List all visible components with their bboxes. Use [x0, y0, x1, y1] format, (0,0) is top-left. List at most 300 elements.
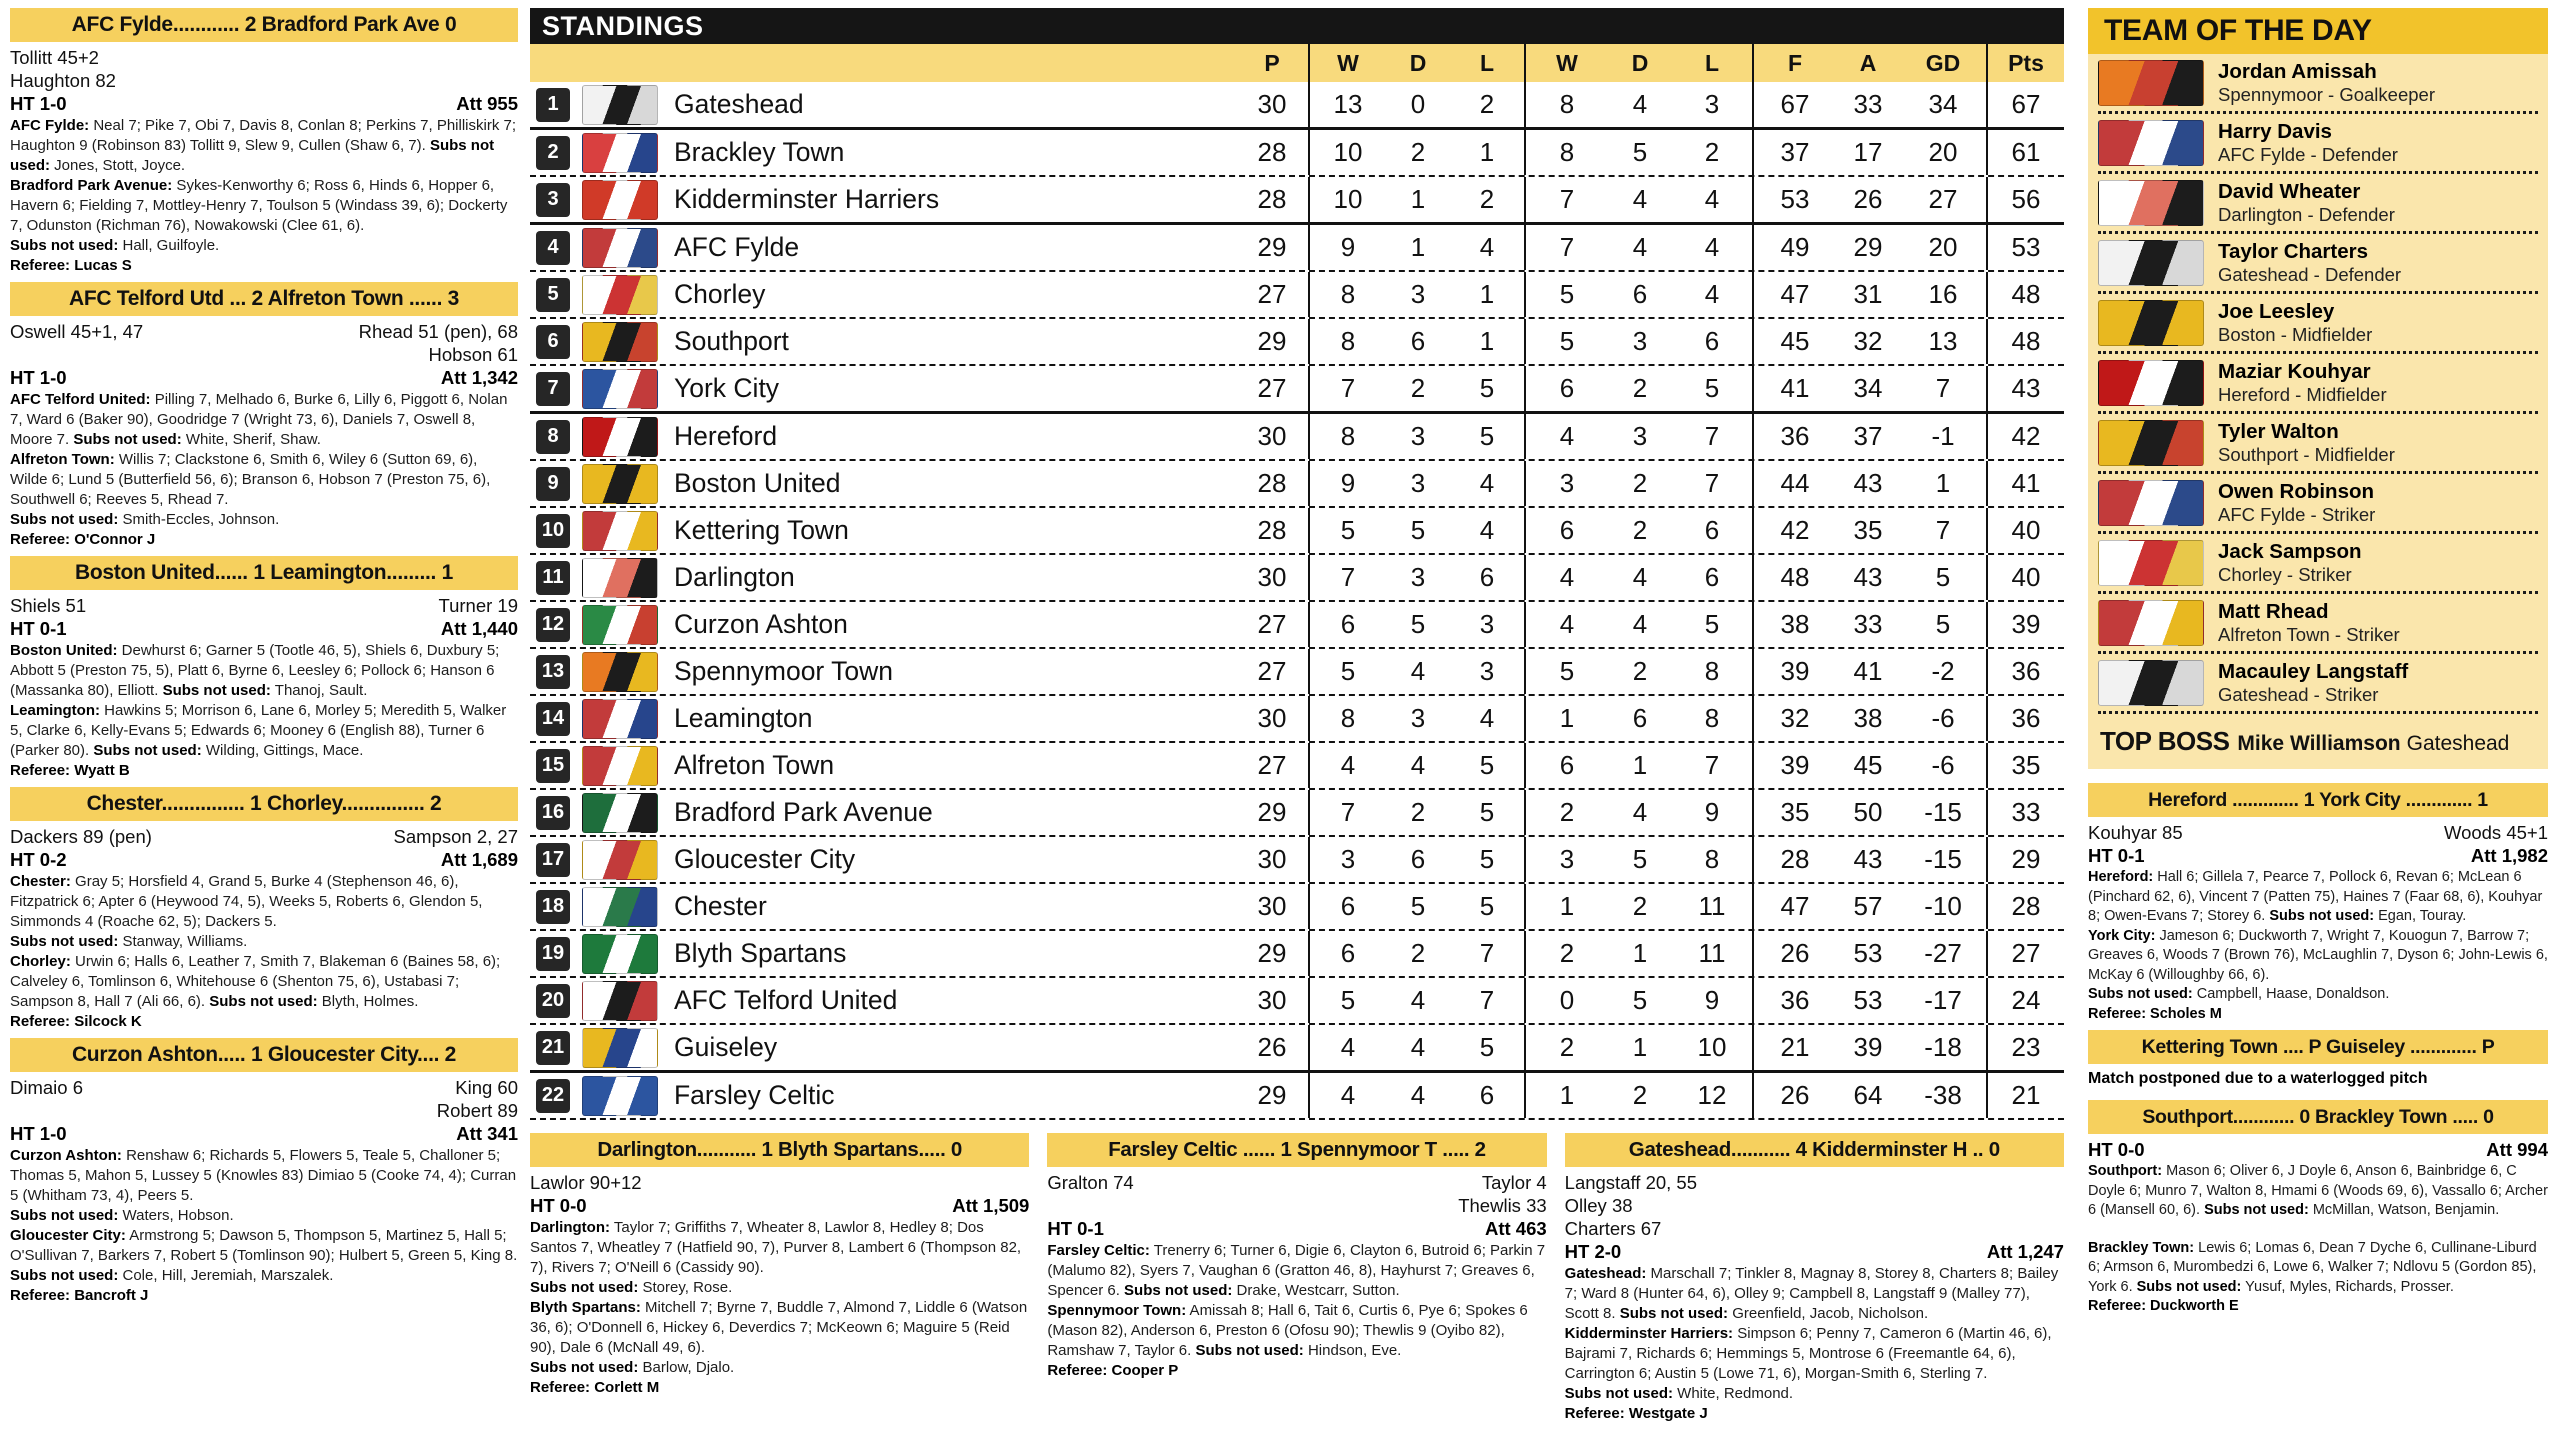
stat-away-lost: 11: [1698, 891, 1726, 921]
scorer: Hobson 61: [428, 344, 518, 365]
standings-row: [530, 602, 2064, 649]
away-scorers: [1458, 1171, 1546, 1217]
halftime-score: HT 1-0: [10, 1123, 67, 1144]
lineups: [530, 1218, 1029, 1398]
crest-cell: [576, 649, 664, 694]
stat-goals-for: 45: [1752, 319, 1836, 364]
lineup-paragraph: [10, 1146, 518, 1206]
stat-home-lost: 1: [1479, 326, 1495, 356]
stat-goal-difference: -6: [1931, 703, 1955, 733]
lineup-paragraph: [10, 641, 518, 701]
team-name: Chester: [674, 891, 767, 921]
stat-goal-difference: 27: [1928, 184, 1958, 214]
lineup-text: Urwin 6; Halls 6, Leather 7, Smith 7, Blakeman 6 (Baines 58, 6); Calveley 6, Tomlinson 6, Whitehouse 6 (Shenton 75, 6), Ustabasi 7; Sampson 8, Hall 7 (Ali 66, 6).: [10, 953, 501, 1010]
match-title: Kettering Town .... P Guiseley ............. P: [2088, 1030, 2548, 1064]
stat-played: 30: [1257, 89, 1287, 119]
top-boss-row: [2088, 714, 2548, 763]
position-badge: 15: [536, 749, 570, 783]
position-cell: [530, 1073, 576, 1118]
lineup-label: Subs not used:: [2269, 908, 2375, 924]
lineup-paragraph: [2088, 927, 2548, 986]
lineup-text: Wilding, Gittings, Mace.: [201, 742, 364, 759]
lineup-paragraph: [10, 116, 518, 176]
standings-row: [530, 1073, 2064, 1120]
club-crest-icon: [2098, 660, 2204, 706]
stat-goal-difference: 20: [1928, 137, 1958, 167]
lineup-label: Blyth Spartans:: [530, 1299, 641, 1316]
position-cell: [530, 649, 576, 694]
stat-home-lost: 4: [1479, 515, 1495, 545]
stat-away-won: 2: [1524, 931, 1608, 976]
stat-points: 53: [1986, 225, 2064, 270]
halftime-score: HT 0-2: [10, 849, 67, 870]
lineup-text: Barlow, Djalo.: [638, 1359, 735, 1376]
away-scorers: [394, 825, 518, 848]
stat-away-drawn: 6: [1632, 703, 1648, 733]
lineup-text: Stanway, Williams.: [118, 933, 248, 950]
stat-away-won: 5: [1524, 272, 1608, 317]
position-cell: [530, 177, 576, 222]
stat-away-lost: 8: [1704, 844, 1720, 874]
player-name: Taylor Charters: [2218, 240, 2369, 263]
stat-played: 30: [1257, 891, 1287, 921]
stat-away-drawn: 5: [1632, 985, 1648, 1015]
stat-away-won: 2: [1524, 1025, 1608, 1070]
stat-away-lost: 4: [1704, 184, 1720, 214]
stat-home-won: 9: [1308, 461, 1386, 506]
stat-goals-for: 47: [1752, 884, 1836, 929]
lineup-text: Campbell, Haase, Donaldson.: [2192, 986, 2390, 1002]
lineup-label: Gloucester City:: [10, 1227, 126, 1244]
crest-cell: [576, 696, 664, 741]
ht-att-row: [2088, 844, 2548, 868]
lineup-paragraph: [10, 530, 518, 550]
position-badge: 10: [536, 514, 570, 548]
stat-played: 29: [1257, 938, 1287, 968]
stat-away-lost: 5: [1704, 373, 1720, 403]
halftime-score: HT 0-1: [10, 618, 67, 639]
lineup-label: Alfreton Town:: [10, 451, 115, 468]
away-scorers: [359, 320, 518, 366]
left-match-reports-column: [0, 0, 530, 1390]
lineup-paragraph: [1565, 1264, 2064, 1324]
crest-cell: [576, 414, 664, 459]
club-crest-icon: [582, 793, 658, 833]
match-title: Gateshead........... 4 Kidderminster H .. 0: [1565, 1133, 2064, 1167]
match-title: Chester............... 1 Chorley............... 2: [10, 787, 518, 821]
stat-goals-against: 35: [1853, 515, 1883, 545]
stat-away-drawn: 2: [1632, 515, 1648, 545]
standings-row: [530, 649, 2064, 696]
position-badge: 2: [536, 136, 570, 170]
stat-goal-difference: -27: [1924, 938, 1962, 968]
stat-goals-against: 37: [1853, 421, 1883, 451]
lineup-paragraph: [1047, 1241, 1546, 1301]
scorer: Shiels 51: [10, 595, 87, 616]
player-club-position: Southport - Midfielder: [2218, 444, 2395, 465]
club-crest-icon: [582, 369, 658, 409]
stat-played: 30: [1257, 562, 1287, 592]
crest-cell: [576, 366, 664, 411]
lineup-label: Chorley:: [10, 953, 71, 970]
lineup-label: Subs not used:: [2088, 986, 2193, 1002]
crest-cell: [576, 790, 664, 835]
stat-home-lost: 5: [1479, 1032, 1495, 1062]
stat-away-drawn: 1: [1632, 750, 1648, 780]
stat-points: 35: [1986, 743, 2064, 788]
crest-cell: [576, 978, 664, 1023]
club-crest-icon: [582, 464, 658, 504]
stat-home-drawn: 5: [1410, 609, 1426, 639]
stat-points: 36: [1986, 649, 2064, 694]
club-crest-icon: [2098, 180, 2204, 226]
scorer: Oswell 45+1, 47: [10, 321, 144, 342]
lineup-text: McMillan, Watson, Benjamin.: [2308, 1202, 2500, 1218]
position-cell: [530, 696, 576, 741]
stat-goals-for: 48: [1752, 555, 1836, 600]
lineup-text: Storey, Rose.: [638, 1279, 733, 1296]
col-header-a-11: A: [1859, 50, 1877, 76]
match-report: [10, 1038, 518, 1306]
col-header-spacer: [576, 44, 664, 82]
scorer: Gralton 74: [1047, 1172, 1134, 1193]
standings-row: [530, 319, 2064, 366]
standings-header-row: [530, 44, 2064, 82]
match-title: Boston United...... 1 Leamington......... 1: [10, 556, 518, 590]
position-badge: 1: [536, 88, 570, 122]
lineup-paragraph: [2088, 1005, 2548, 1025]
home-scorers: [530, 1171, 642, 1194]
stat-points: 21: [1986, 1073, 2064, 1118]
totd-player: [2098, 474, 2538, 534]
position-badge: 7: [536, 372, 570, 406]
match-title: AFC Telford Utd ... 2 Alfreton Town ...... 3: [10, 282, 518, 316]
lineup-label: Subs not used:: [1195, 1342, 1304, 1359]
col-header-l-6: L: [1479, 50, 1495, 76]
home-scorers: [1047, 1171, 1133, 1217]
stat-away-drawn: 4: [1632, 232, 1648, 262]
lineup-label: Farsley Celtic:: [1047, 1242, 1150, 1259]
lineups: [2088, 868, 2548, 1024]
lineup-paragraph: [10, 1012, 518, 1032]
stat-points: 42: [1986, 414, 2064, 459]
stat-home-drawn: 4: [1410, 1032, 1426, 1062]
stat-goal-difference: -10: [1924, 891, 1962, 921]
club-crest-icon: [2098, 420, 2204, 466]
crest-cell: [576, 743, 664, 788]
scorer: Turner 19: [438, 595, 518, 616]
player-club-position: Gateshead - Striker: [2218, 684, 2379, 705]
standings-row: [530, 177, 2064, 225]
lineup-label: Hereford:: [2088, 869, 2154, 885]
lineup-paragraph: [1047, 1361, 1546, 1381]
lineup-text: Jones, Stott, Joyce.: [50, 157, 186, 174]
player-name: Maziar Kouhyar: [2218, 360, 2371, 383]
stat-home-drawn: 2: [1410, 137, 1426, 167]
team-name: Hereford: [674, 421, 778, 451]
stat-home-drawn: 6: [1410, 326, 1426, 356]
stat-points: 33: [1986, 790, 2064, 835]
away-scorers: [437, 1076, 518, 1122]
stat-points: 40: [1986, 555, 2064, 600]
stat-away-drawn: 6: [1632, 279, 1648, 309]
stat-away-lost: 5: [1704, 609, 1720, 639]
position-badge: 16: [536, 796, 570, 830]
lineup-text: Gray 5; Horsfield 4, Grand 5, Burke 4 (Stephenson 46, 6), Fitzpatrick 6; Apter 6 (Heywood 74, 5), Weeks 5, Roberts 6, Glendon 5, Simmonds 4 (Roache 62, 5); Dackers 5.: [10, 873, 483, 930]
team-name: Brackley Town: [674, 137, 845, 167]
stat-away-lost: 7: [1704, 421, 1720, 451]
player-name: Owen Robinson: [2218, 480, 2375, 503]
team-name: Bradford Park Avenue: [674, 797, 933, 827]
stat-home-lost: 2: [1479, 89, 1495, 119]
stat-goal-difference: 13: [1928, 326, 1958, 356]
stat-goals-for: 36: [1752, 978, 1836, 1023]
away-scorers: [438, 594, 518, 617]
lineup-paragraph: [2088, 1297, 2548, 1317]
stat-goals-against: 50: [1853, 797, 1883, 827]
totd-player: [2098, 114, 2538, 174]
stat-home-drawn: 4: [1410, 750, 1426, 780]
scorers-row: [530, 1171, 1029, 1194]
scorers-row: [10, 320, 518, 366]
scorer: Langstaff 20, 55: [1564, 1172, 1698, 1193]
standings-row: [530, 743, 2064, 790]
home-scorers: [10, 320, 143, 366]
standings-row: [530, 461, 2064, 508]
stat-goals-for: 39: [1752, 649, 1836, 694]
stat-away-lost: 6: [1704, 562, 1720, 592]
scorers-row: [1565, 1171, 2064, 1240]
top-boss-name: Mike Williamson: [2237, 732, 2401, 755]
stat-home-drawn: 6: [1410, 844, 1426, 874]
stat-away-drawn: 2: [1632, 468, 1648, 498]
club-crest-icon: [2098, 300, 2204, 346]
standings-row: [530, 884, 2064, 931]
away-scorers: [2444, 821, 2548, 844]
stat-home-won: 8: [1308, 319, 1386, 364]
stat-goal-difference: -1: [1931, 421, 1955, 451]
lineups: [10, 116, 518, 276]
bottom-match-reports-row: [530, 1133, 2064, 1430]
stat-home-won: 6: [1308, 931, 1386, 976]
standings-row: [530, 978, 2064, 1025]
attendance: Att 1,509: [952, 1195, 1030, 1216]
standings-row: [530, 555, 2064, 602]
stat-away-won: 8: [1524, 130, 1608, 175]
stat-away-lost: 9: [1704, 797, 1720, 827]
stat-home-won: 5: [1308, 978, 1386, 1023]
lineup-text: Waters, Hobson.: [118, 1207, 234, 1224]
halftime-score: HT 1-0: [10, 367, 67, 388]
player-name: Joe Leesley: [2218, 300, 2335, 323]
scorer: Kouhyar 85: [2088, 822, 2183, 843]
standings-title: STANDINGS: [542, 11, 704, 41]
stat-goals-against: 43: [1853, 844, 1883, 874]
lineup-label: Gateshead:: [1564, 1265, 1647, 1282]
stat-away-drawn: 2: [1632, 891, 1648, 921]
position-badge: 3: [536, 183, 570, 217]
stat-home-drawn: 3: [1410, 468, 1426, 498]
stat-away-drawn: 1: [1632, 1032, 1648, 1062]
lineup-text: Thanoj, Sault.: [270, 682, 368, 699]
position-cell: [530, 602, 576, 647]
stat-played: 28: [1257, 468, 1287, 498]
club-crest-icon: [2098, 360, 2204, 406]
club-crest-icon: [582, 558, 658, 598]
team-name: Farsley Celtic: [674, 1080, 835, 1110]
stat-played: 29: [1257, 797, 1287, 827]
stat-goals-for: 49: [1752, 225, 1836, 270]
stat-home-drawn: 2: [1410, 797, 1426, 827]
match-title: AFC Fylde............ 2 Bradford Park Ave 0: [10, 8, 518, 42]
lineup-paragraph: [10, 701, 518, 761]
position-cell: [530, 931, 576, 976]
stat-goals-for: 35: [1752, 790, 1836, 835]
stat-goals-against: 32: [1853, 326, 1883, 356]
stat-played: 29: [1257, 232, 1287, 262]
ht-att-row: [10, 92, 518, 116]
stat-home-won: 4: [1308, 743, 1386, 788]
position-cell: [530, 837, 576, 882]
lineup-text: Amissah 8; Hall 6, Tait 6, Curtis 6, Pye 6; Spokes 6 (Mason 82), Anderson 6, Preston 6 (Ofosu 90); Thewlis 9 (Oyibo 82), Ramshaw 7, Taylor 6.: [1047, 1302, 1528, 1359]
stat-home-drawn: 5: [1410, 891, 1426, 921]
totd-player: [2098, 414, 2538, 474]
col-header-p-3: P: [1264, 50, 1280, 76]
totd-player: [2098, 54, 2538, 114]
stat-away-won: 4: [1524, 414, 1608, 459]
position-cell: [530, 82, 576, 127]
stat-goal-difference: 5: [1935, 562, 1951, 592]
crest-cell: [576, 555, 664, 600]
stat-points: 67: [1986, 82, 2064, 127]
lineup-label: Referee: Cooper P: [1047, 1362, 1179, 1379]
totd-player: [2098, 594, 2538, 654]
lineup-label: Subs not used:: [93, 742, 202, 759]
position-badge: 6: [536, 325, 570, 359]
lineup-text: Marschall 7; Tinkler 8, Magnay 8, Storey 8, Charters 8; Bailey 7; Ward 8 (Hunter 64, 6), Olley 9; Campbell 8, Langstaff 9 (Malley 77), Scott 8.: [1564, 1265, 2059, 1322]
match-report: [10, 282, 518, 550]
scorer: Rhead 51 (pen), 68: [358, 321, 518, 342]
lineup-paragraph: [10, 256, 518, 276]
stat-away-lost: 6: [1704, 515, 1720, 545]
team-name: Alfreton Town: [674, 750, 835, 780]
stat-away-lost: 11: [1698, 938, 1726, 968]
stat-goal-difference: -17: [1924, 985, 1962, 1015]
stat-goal-difference: 1: [1935, 468, 1951, 498]
player-info: [2218, 540, 2362, 585]
position-cell: [530, 1025, 576, 1070]
stat-away-won: 6: [1524, 366, 1608, 411]
match-title: Southport............ 0 Brackley Town ..... 0: [2088, 1100, 2548, 1134]
club-crest-icon: [2098, 60, 2204, 106]
halftime-score: HT 0-0: [2088, 1139, 2145, 1160]
player-info: [2218, 660, 2408, 705]
totd-player: [2098, 654, 2538, 714]
stat-points: 48: [1986, 272, 2064, 317]
position-badge: 9: [536, 467, 570, 501]
player-club-position: Spennymoor - Goalkeeper: [2218, 84, 2435, 105]
standings-row: [530, 366, 2064, 414]
player-name: Tyler Walton: [2218, 420, 2339, 443]
stat-away-lost: 3: [1704, 89, 1720, 119]
stat-played: 27: [1257, 373, 1287, 403]
stat-goals-against: 43: [1853, 468, 1883, 498]
lineup-paragraph: [1565, 1404, 2064, 1424]
scorer: Olley 38: [1564, 1195, 1633, 1216]
stat-goal-difference: -15: [1924, 797, 1962, 827]
crest-cell: [576, 931, 664, 976]
player-info: [2218, 300, 2372, 345]
lineup-paragraph: [2088, 1239, 2548, 1298]
position-cell: [530, 225, 576, 270]
lineup-label: Bradford Park Avenue:: [10, 177, 173, 194]
position-badge: 13: [536, 655, 570, 689]
lineup-paragraph: [10, 872, 518, 932]
position-cell: [530, 130, 576, 175]
standings-row: [530, 508, 2064, 555]
stat-points: 61: [1986, 130, 2064, 175]
position-cell: [530, 461, 576, 506]
lineup-paragraph: [530, 1358, 1029, 1378]
lineup-label: Referee: Lucas S: [10, 257, 132, 274]
club-crest-icon: [582, 934, 658, 974]
stat-goals-for: 53: [1752, 177, 1836, 222]
stat-home-lost: 2: [1479, 184, 1495, 214]
right-column: [2078, 0, 2560, 1390]
scorers-row: [10, 1076, 518, 1122]
halftime-score: HT 0-1: [1047, 1218, 1104, 1239]
crest-cell: [576, 884, 664, 929]
lineup-text: Hall 6; Gillela 7, Pearce 7, Pollock 6, Revan 6; McLean 6 (Pinchard 62, 6), Vincent 7 (Patten 75), Haines 7 (Faar 68, 6), Kouhyar 8; Owen-Evans 7; Storey 6.: [2088, 869, 2543, 924]
player-name: David Wheater: [2218, 180, 2361, 203]
stat-played: 30: [1257, 844, 1287, 874]
stat-away-lost: 4: [1704, 232, 1720, 262]
stat-away-drawn: 4: [1632, 797, 1648, 827]
lineup-text: Lewis 6; Lomas 6, Dean 7 Dyche 6, Cullinane-Liburd 6; Armson 6, Murombedzi 6, Lowe 6, Walker 7; Ndlovu 5 (Gordon 85), York 6.: [2088, 1239, 2537, 1295]
lineup-paragraph: [1565, 1324, 2064, 1384]
standings-row: [530, 130, 2064, 177]
lineup-text: Willis 7; Clackstone 6, Smith 6, Wiley 6 (Sutton 69, 6), Wilde 6; Lund 5 (Butterfield 56, 6); Branson 6, Hobson 7 (Preston 75, 6), Southwell 6; Reeves 5, Rhead 7.: [10, 451, 491, 508]
standings-row: [530, 837, 2064, 884]
attendance: Att 341: [456, 1123, 518, 1144]
stat-points: 41: [1986, 461, 2064, 506]
stat-away-won: 5: [1524, 319, 1608, 364]
crest-cell: [576, 225, 664, 270]
lineup-paragraph: [1565, 1384, 2064, 1404]
stat-goals-for: 36: [1752, 414, 1836, 459]
col-header-spacer: [664, 44, 1236, 82]
lineup-paragraph: [10, 1286, 518, 1306]
lineup-text: Drake, Westcarr, Sutton.: [1232, 1282, 1400, 1299]
player-club-position: Gateshead - Defender: [2218, 264, 2402, 285]
team-name: York City: [674, 373, 780, 403]
stat-goals-against: 64: [1853, 1080, 1883, 1110]
stat-goals-against: 43: [1853, 562, 1883, 592]
stat-home-won: 5: [1308, 649, 1386, 694]
stat-goals-for: 21: [1752, 1025, 1836, 1070]
stat-goals-against: 33: [1853, 609, 1883, 639]
match-report: [1047, 1133, 1546, 1424]
stat-goals-for: 26: [1752, 1073, 1836, 1118]
stat-away-won: 4: [1524, 602, 1608, 647]
scorer: Haughton 82: [10, 70, 116, 91]
stat-goals-for: 28: [1752, 837, 1836, 882]
home-scorers: [10, 46, 116, 92]
stat-away-drawn: 5: [1632, 137, 1648, 167]
standings-row: [530, 414, 2064, 461]
position-cell: [530, 508, 576, 553]
lineup-paragraph: [530, 1218, 1029, 1278]
